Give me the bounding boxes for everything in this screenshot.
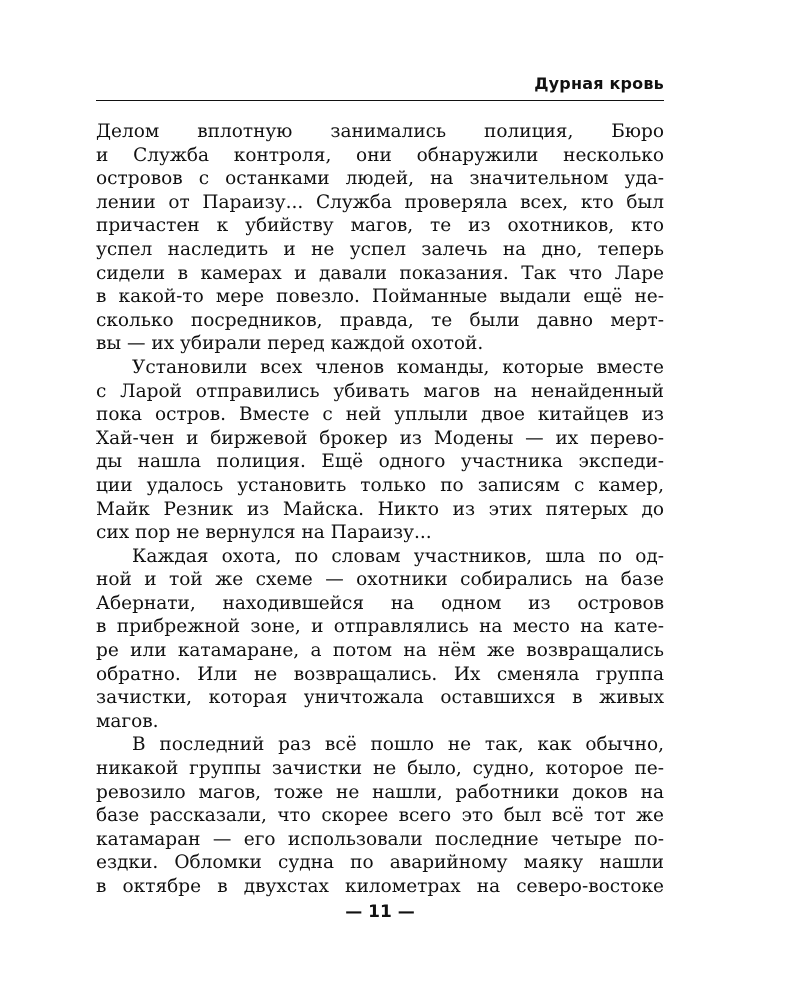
- text-line: Установили всех членов команды, которые вместе: [132, 356, 664, 378]
- text-line: островов с останками людей, на значительном уда-: [96, 168, 664, 190]
- running-title: Дурная кровь: [534, 74, 664, 93]
- text-line: обратно. Или не возвращались. Их сменяла группа: [96, 663, 664, 685]
- text-line: сих пор не вернулся на Параизу...: [96, 522, 432, 544]
- text-line: в какой-то мере повезло. Пойманные выдали ещё не-: [96, 286, 664, 308]
- text-line: Хай-чен и биржевой брокер из Модены — их перево-: [96, 427, 664, 449]
- text-line: Майк Резник из Майска. Никто из этих пятерых до: [96, 498, 664, 520]
- text-line: ции удалось установить только по записям с камер,: [96, 474, 664, 496]
- page-number: — 11 —: [345, 902, 415, 922]
- text-line: сколько посредников, правда, те были давно мерт-: [96, 309, 664, 331]
- text-line: в октябре в двухстах километрах на северо-востоке: [96, 876, 664, 897]
- text-line: Каждая охота, по словам участников, шла по од-: [132, 545, 664, 567]
- text-line: магов.: [96, 710, 159, 732]
- text-line: Делом вплотную занимались полиция, Бюро: [96, 121, 664, 142]
- text-line: с Ларой отправились убивать магов на ненайденный: [96, 380, 664, 402]
- text-line: вы — их убирали перед каждой охотой.: [96, 333, 484, 355]
- body-text: [96, 120, 664, 899]
- text-line: лении от Параизу... Служба проверяла всех, кто был: [96, 191, 664, 213]
- text-line: никакой группы зачистки не было, судно, которое пе-: [96, 758, 664, 780]
- text-line: ездки. Обломки судна по аварийному маяку нашли: [96, 852, 664, 874]
- text-line: ной и той же схеме — охотники собирались на базе: [96, 569, 664, 591]
- text-line: катамаран — его использовали последние четыре по-: [96, 828, 664, 850]
- text-line: базе рассказали, что скорее всего это был всё тот же: [96, 805, 664, 827]
- text-line: ды нашла полиция. Ещё одного участника экспеди-: [96, 451, 664, 473]
- text-line: пока остров. Вместе с ней уплыли двое китайцев из: [96, 404, 664, 426]
- text-line: и Служба контроля, они обнаружили несколько: [96, 144, 664, 166]
- text-line: ре или катамаране, а потом на нём же возвращались: [96, 640, 664, 662]
- text-line: В последний раз всё пошло не так, как обычно,: [132, 734, 664, 756]
- text-line: ревозило магов, тоже не нашли, работники доков на: [96, 781, 664, 803]
- text-line: причастен к убийству магов, те из охотников, кто: [96, 215, 664, 237]
- text-line: зачистки, которая уничтожала оставшихся в живых: [96, 687, 664, 709]
- header-rule: [96, 100, 664, 101]
- text-line: сидели в камерах и давали показания. Так что Ларе: [96, 262, 664, 284]
- text-line: Абернати, находившейся на одном из островов: [96, 592, 664, 614]
- text-line: в прибрежной зоне, и отправлялись на место на кате-: [96, 616, 664, 638]
- text-line: успел наследить и не успел залечь на дно, теперь: [96, 238, 664, 260]
